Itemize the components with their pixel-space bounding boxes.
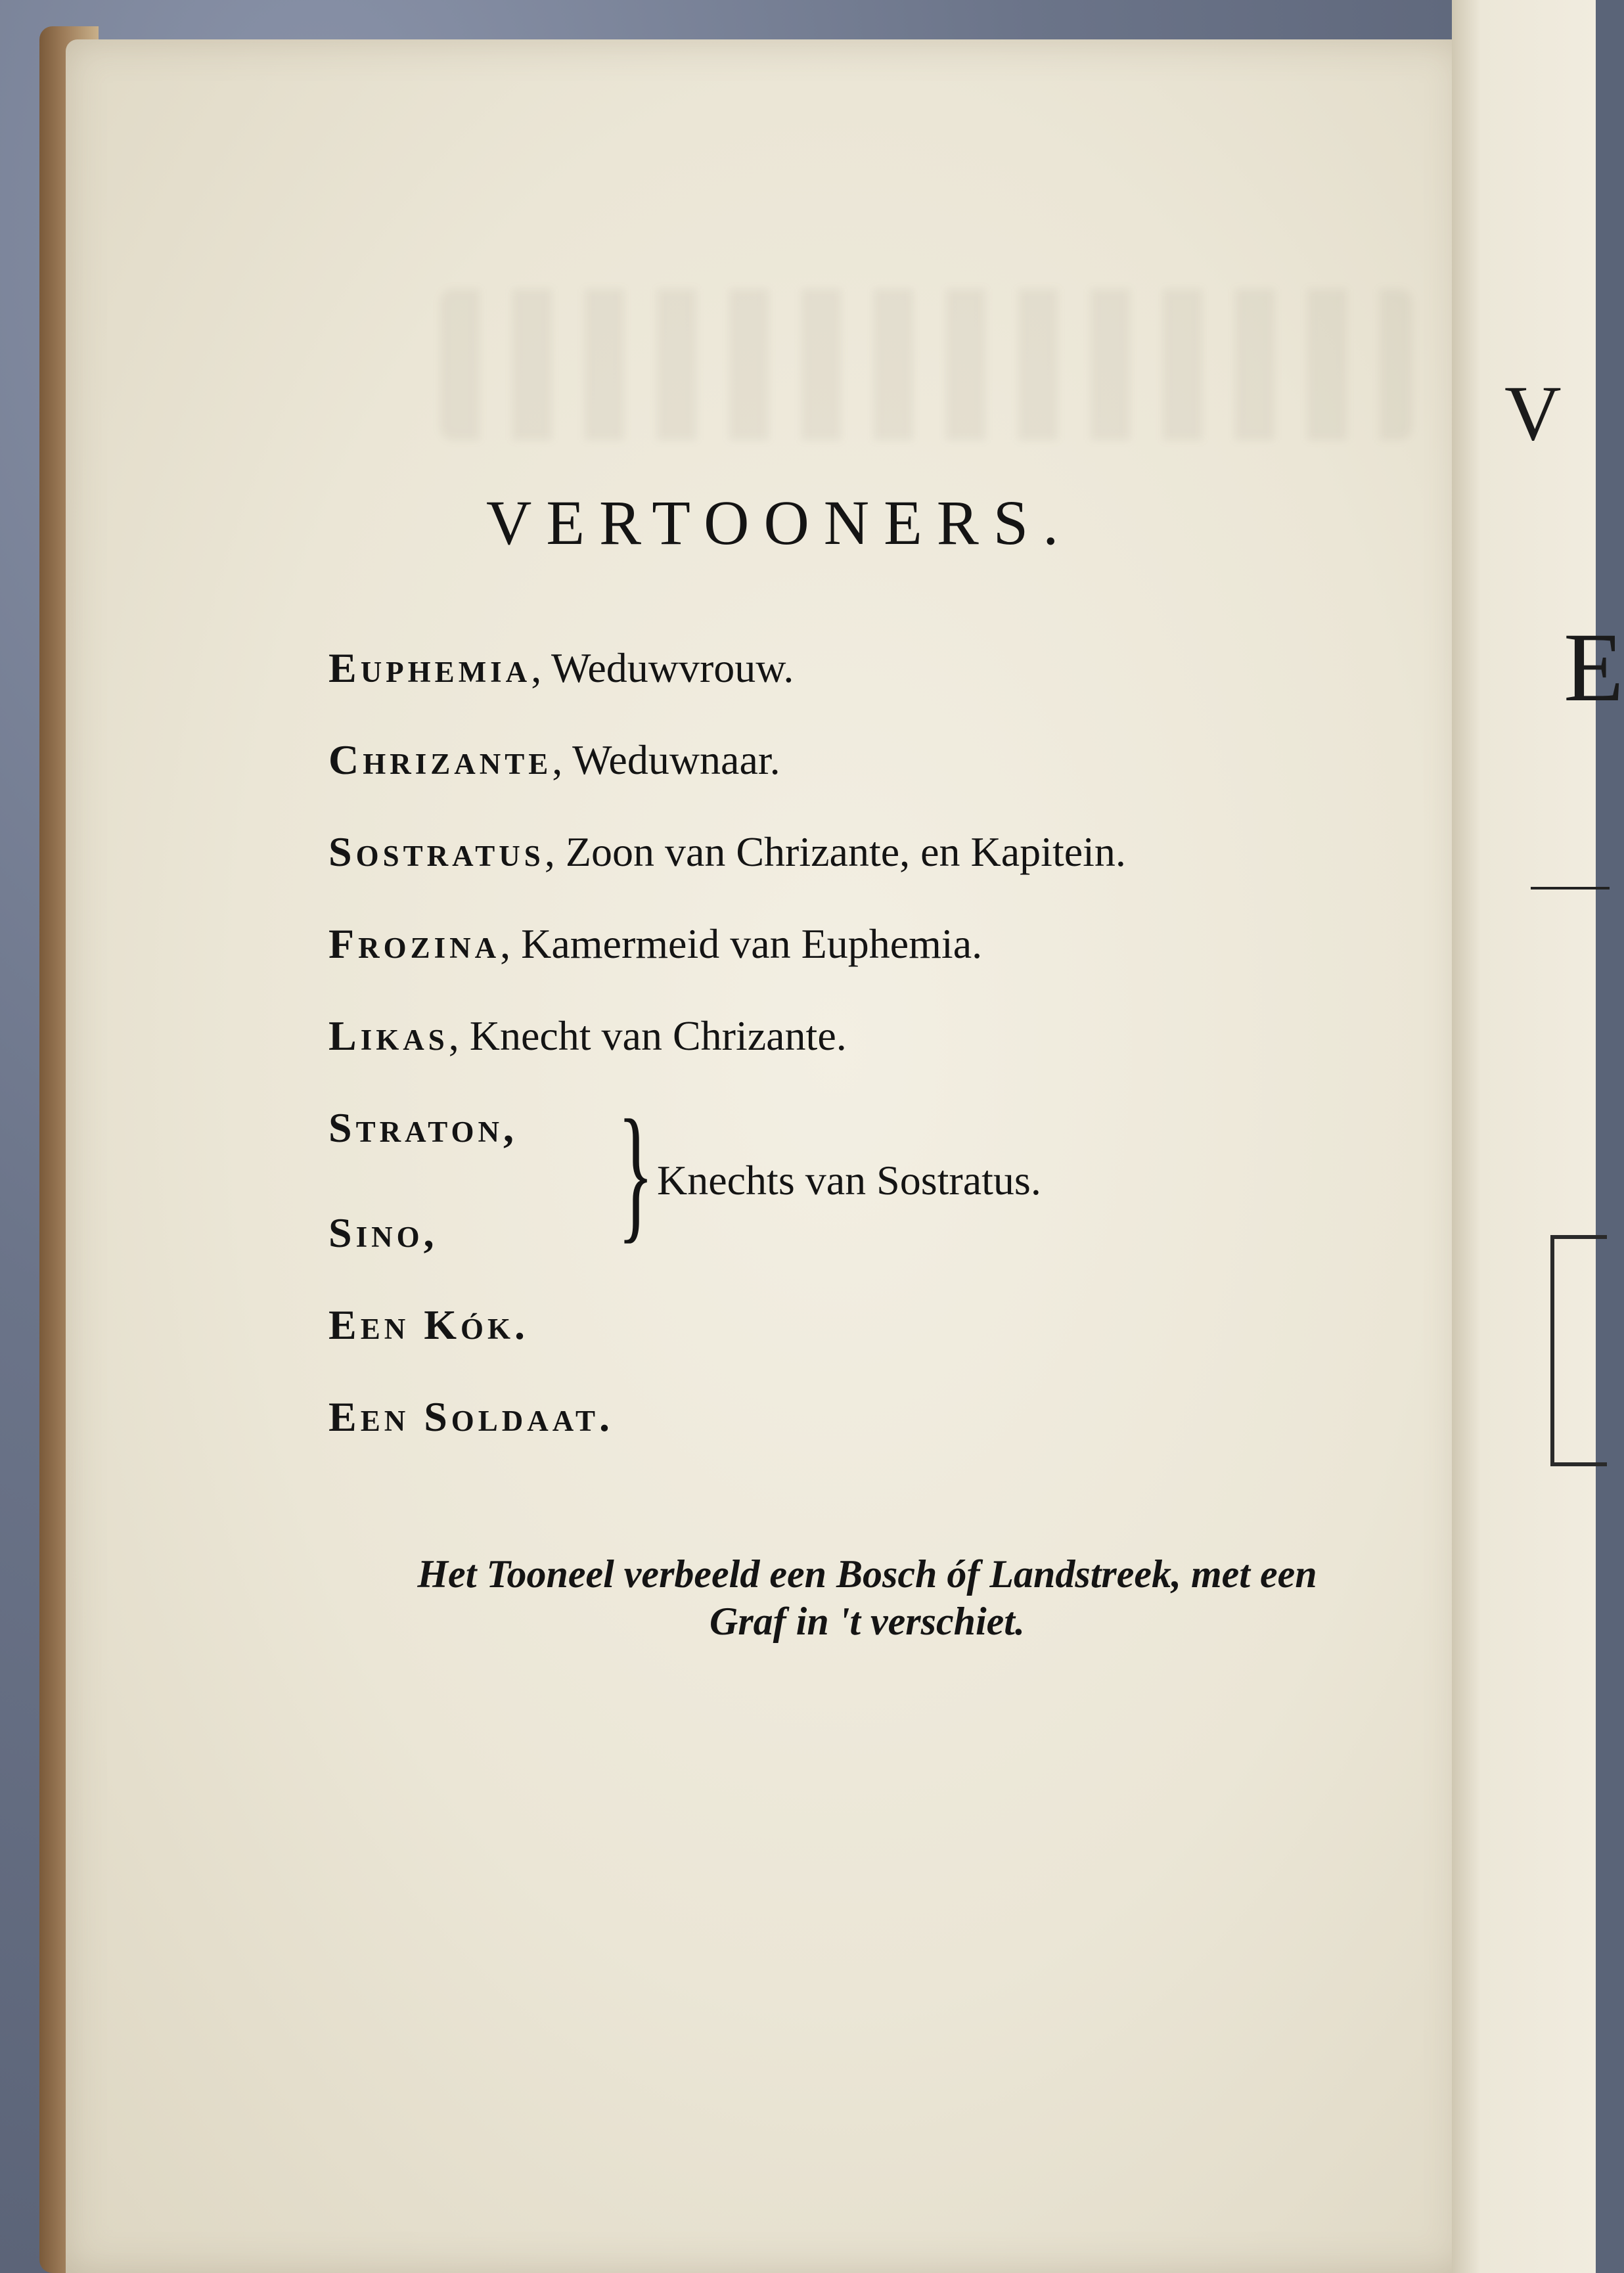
cast-name: Euphemia [328, 644, 531, 691]
cast-row-sino [328, 1209, 438, 1257]
grouping-brace: } [618, 1089, 654, 1256]
cast-role: , Zoon van Chrizante, en Kapitein. [544, 828, 1126, 875]
cast-name: Een Soldaat. [328, 1393, 614, 1440]
right-page-initial-e: E [1564, 613, 1624, 722]
page-title: VERTOONERS. [486, 487, 1073, 558]
cast-row-euphemia [328, 644, 794, 692]
cast-name: Een Kók. [328, 1301, 529, 1348]
cast-role: , Weduwvrouw. [531, 644, 794, 691]
cast-name: Straton, [328, 1104, 518, 1151]
cast-name: Chrizante [328, 736, 553, 783]
right-page-woodcut [1550, 1235, 1607, 1466]
cast-row-sostratus [328, 828, 1126, 876]
right-page-initial-v: V [1504, 369, 1562, 457]
group-role-description: Knechts van Sostratus. [657, 1157, 1041, 1204]
right-page-rule [1531, 887, 1610, 889]
cast-row-frozina [328, 920, 982, 968]
bleed-through-ornament [440, 289, 1412, 440]
cast-name: Sostratus [328, 828, 545, 875]
cast-row-soldaat [328, 1393, 614, 1441]
cast-row-kok [328, 1301, 529, 1349]
cast-row-straton [328, 1104, 518, 1152]
scene-description: Het Tooneel verbeeld een Bosch óf Landstreek, met een Graf in 't verschiet. [417, 1552, 1317, 1643]
book-page-right-edge [1452, 0, 1624, 2273]
cast-row-likas [328, 1012, 847, 1060]
cast-role: , Weduwnaar. [552, 736, 780, 783]
cast-role: , Kamermeid van Euphemia. [500, 920, 983, 967]
cast-row-chrizante [328, 736, 780, 784]
cast-role: , Knecht van Chrizante. [448, 1012, 847, 1059]
cast-name: Frozina [328, 920, 501, 967]
cast-name: Sino, [328, 1209, 438, 1256]
cast-name: Likas [328, 1012, 449, 1059]
